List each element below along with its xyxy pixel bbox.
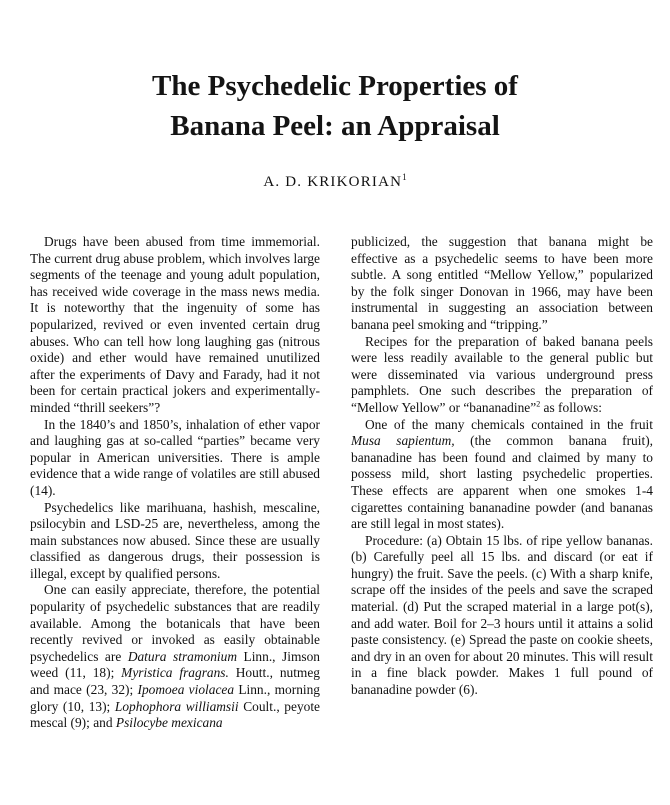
p2-text-b: as follows: [540,399,602,415]
right-paragraph-1: publicized, the suggestion that banana might be effective as a psychedelic seems to have been more subtle. A song entitled “Mellow Yellow,” popularized by the folk singer Donovan in 1966, may have been instrumental in suggesting an association between banana peel smoking and “tripping.” [351,234,653,332]
species-ipomoea: Ipomoea violacea [137,682,235,698]
species-psilocybe: Psilocybe mexicana [115,715,223,731]
article-title-line-2: Banana Peel: an Appraisal [170,110,500,142]
species-musa: Musa sapientum, [351,433,455,449]
left-paragraph-4 [30,582,320,731]
p4-text-e: Coult., peyote mescal (9); and [30,698,320,731]
article-title-line-1: The Psychedelic Properties of [152,70,518,102]
p4-text-a: One can easily appreciate, therefore, the potential popularity of psychedelic substances that are readily available. Among the botanicals that have been recently revived or invoked as easily obtainable psychedelics are [30,582,320,664]
species-myristica: Myristica fragrans. [121,665,229,681]
article-title [0,66,670,146]
right-column [351,234,653,699]
p4-text-c: Houtt., nutmeg and mace (23, 32); [30,665,320,698]
article-author [0,172,670,191]
p4-text-b: Linn., Jimson weed (11, 18); [30,648,320,681]
author-name: A. D. KRIKORIAN [263,174,403,190]
p2-text-a: Recipes for the preparation of baked banana peels were less readily available to the general public but were disseminated via various underground press pamphlets. One such describes the preparation of “Mellow Yellow” or “bananadine” [351,333,653,415]
left-paragraph-3: Psychedelics like marihuana, hashish, mescaline, psilocybin and LSD-25 are, nevertheless, among the main substances now abused. Since these are usually classified as dangerous drugs, their possession is illegal, except by qualified persons. [30,499,320,581]
species-lophophora: Lophophora williamsii [114,698,239,714]
right-paragraph-3 [351,417,653,533]
p3-text-b: (the common banana fruit), bananadine has been found and claimed by many to possess mild, short lasting psychedelic properties. These effects are apparent when one smokes 1-4 cigarettes containing bananadine powder (and bananas are still legal in most states). [351,433,654,532]
right-paragraph-2 [351,334,653,417]
author-footnote-marker: 1 [402,172,407,182]
right-paragraph-4: Procedure: (a) Obtain 15 lbs. of ripe yellow bananas. (b) Carefully peel all 15 lbs. and discard (or eat if hungry) the fruit. Save the peels. (c) With a sharp knife, scrape off the insides of the peels and save the scraped material. (d) Put the scraped material in a large pot(s), and add water. Boil for 2–3 hours until it attains a solid paste consistency. (e) Spread the paste on cookie sheets, and dry in an oven for about 20 minutes. This will result in a fine black powder. Makes 1 full pound of bananadine powder (6). [351,532,653,698]
left-paragraph-1: Drugs have been abused from time immemorial. The current drug abuse problem, which involves large segments of the teenage and young adult population, has received wide coverage in the mass news media. It is noteworthy that the ingenuity of some has popularized, revived or even invented certain drug abuses. Who can tell how long laughing gas (nitrous oxide) and ether would have remained unutilized after the experiments of Davy and Farady, had it not been for certain practical jokers and experimentally-minded “thrill seekers”? [30,234,320,415]
p4-text-d: Linn., morning glory (10, 13); [30,682,320,714]
footnote-marker-2: 2 [536,399,541,409]
species-datura: Datura stramonium [127,648,238,664]
p3-text-a: One of the many chemicals contained in the fruit [365,416,653,432]
left-column [30,234,320,732]
left-paragraph-2: In the 1840’s and 1850’s, inhalation of ether vapor and laughing gas at so-called “parties” became very popular in American universities. There is ample evidence that a wide range of volatiles are still abused (14). [30,416,320,498]
